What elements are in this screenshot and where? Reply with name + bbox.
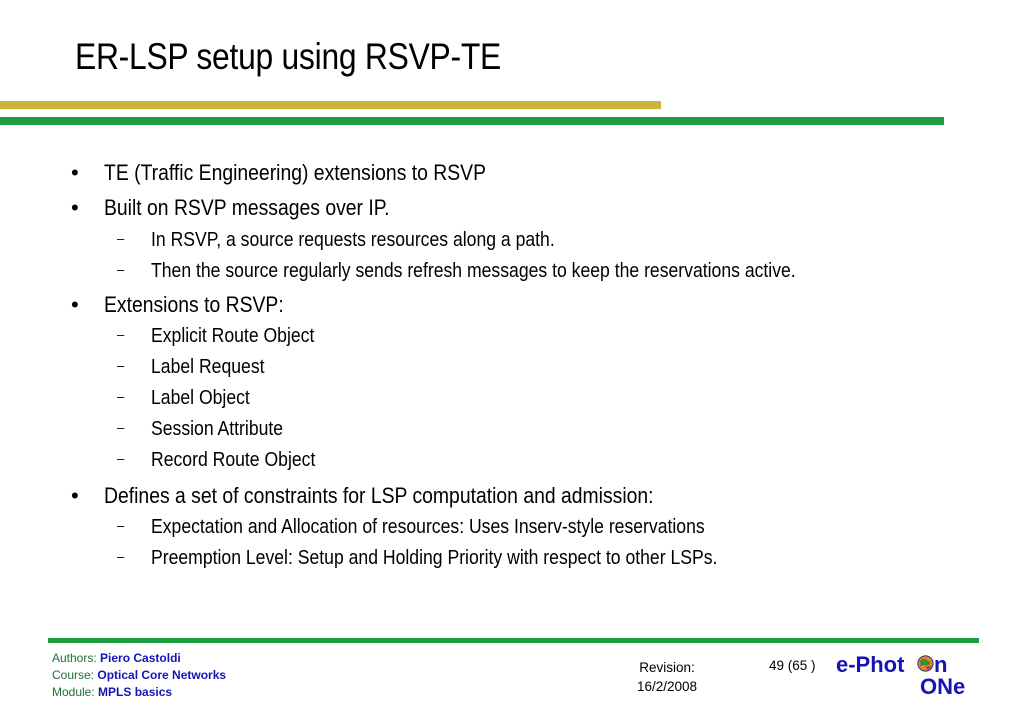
footer-credits — [52, 650, 226, 701]
sub-bullet-item: In RSVP, a source requests resources along a path. — [151, 229, 555, 251]
dash-marker: – — [117, 518, 125, 533]
sub-bullet-item: Expectation and Allocation of resources: Uses Inserv-style reservations — [151, 516, 705, 538]
course-value: Optical Core Networks — [97, 668, 227, 682]
logo-text-left: e-Phot — [836, 652, 905, 677]
module-value: MPLS basics — [98, 685, 173, 699]
revision-info — [632, 658, 702, 696]
bullet-item: TE (Traffic Engineering) extensions to RSVP — [104, 160, 487, 185]
ephoton-logo — [836, 652, 986, 698]
revision-label: Revision: — [639, 660, 695, 675]
dash-marker: – — [117, 420, 125, 435]
sub-bullet-item: Then the source regularly sends refresh messages to keep the reservations active. — [151, 260, 796, 282]
revision-date: 16/2/2008 — [636, 679, 698, 694]
sub-bullet-item: Explicit Route Object — [151, 325, 315, 347]
logo-text-right: n — [934, 652, 948, 677]
authors-label: Authors: — [52, 651, 97, 665]
bullet-marker: • — [71, 160, 79, 185]
footer-module — [52, 684, 226, 701]
bullet-item: Extensions to RSVP: — [104, 292, 284, 317]
logo-text-line2: ONe — [920, 674, 966, 699]
authors-value: Piero Castoldi — [100, 651, 181, 665]
bullet-item: Defines a set of constraints for LSP computation and admission: — [104, 483, 654, 508]
page-number: 49 (65 ) — [769, 658, 816, 673]
globe-icon — [917, 655, 934, 672]
module-label: Module: — [52, 685, 95, 699]
dash-marker: – — [117, 262, 125, 277]
sub-bullet-item: Preemption Level: Setup and Holding Priority with respect to other LSPs. — [151, 547, 718, 569]
dash-marker: – — [117, 451, 125, 466]
dash-marker: – — [117, 549, 125, 564]
sub-bullet-item: Session Attribute — [151, 418, 284, 440]
bullet-marker: • — [71, 292, 79, 317]
bullet-marker: • — [71, 195, 79, 220]
sub-bullet-item: Record Route Object — [151, 449, 316, 471]
dash-marker: – — [117, 389, 125, 404]
dash-marker: – — [117, 327, 125, 342]
footer-authors — [52, 650, 226, 667]
dash-marker: – — [117, 231, 125, 246]
title-underline-green — [0, 117, 944, 125]
slide-title: ER-LSP setup using RSVP-TE — [75, 36, 502, 77]
title-underline-olive — [0, 101, 661, 109]
course-label: Course: — [52, 668, 95, 682]
bullet-marker: • — [71, 483, 79, 508]
bullet-item: Built on RSVP messages over IP. — [104, 195, 390, 220]
sub-bullet-item: Label Request — [151, 356, 265, 378]
sub-bullet-item: Label Object — [151, 387, 250, 409]
footer-course — [52, 667, 226, 684]
dash-marker: – — [117, 358, 125, 373]
footer-divider — [48, 638, 979, 643]
